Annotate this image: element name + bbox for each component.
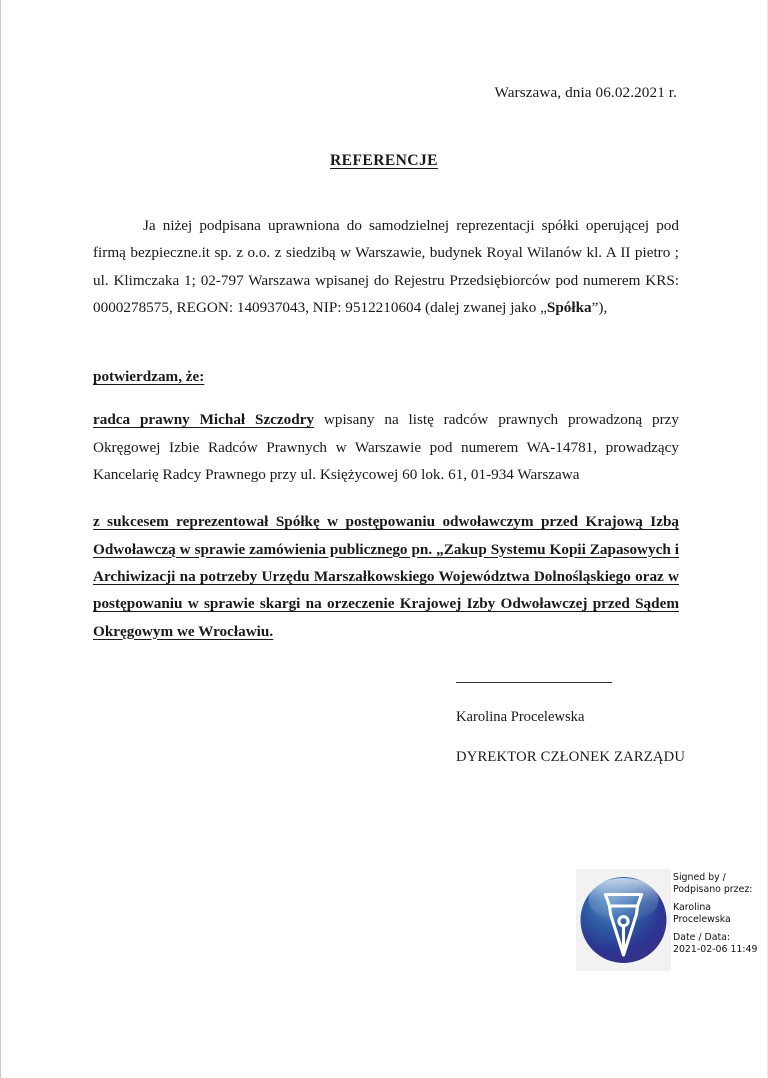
signed-by-group	[673, 872, 768, 895]
digital-signature-details	[673, 872, 768, 956]
signature-rule	[456, 682, 612, 683]
signed-by-label-2: Podpisano przez:	[673, 883, 753, 895]
signatory-role: DYREKTOR CZŁONEK ZARZĄDU	[456, 749, 686, 765]
page-title-text: REFERENCJE	[330, 152, 438, 169]
signature-block	[456, 682, 716, 769]
paragraph-company-text: Ja niżej podpisana uprawniona do samodzielnej reprezentacji spółki operującej pod firmą bezpiecznе.it sp. z o.o. z siedzibą w Warszawie, budynek Royal Wilanów kl. A II pietro ; ul. Klimczaka 1; 02-797 Warszawa wpisanej do Rejestru Przedsiębiorców pod numerem KRS: 0000278575, REGON: 140937043, NIP: 9512210604 (dalej zwanej jako	[93, 217, 679, 316]
quote-open: „	[540, 298, 547, 316]
paragraph-case-description: z sukcesem reprezentował Spółkę w postępowaniu odwoławczym przed Krajową Izbą Odwoławczą w sprawie zamówienia publicznego pn. „Zakup Systemu Kopii Zapasowych i Archiwizacji na potrzeby Urzędu Marszałkowskiego Województwa Dolnośląskiego oraz w postępowaniu w sprawie skargi na orzeczenie Krajowej Izby Odwoławczej przed Sądem Okręgowym we Wrocławiu.	[93, 513, 679, 640]
paragraph-company-tail: ),	[598, 298, 608, 316]
signer-name-line-2: Procelewska	[673, 913, 731, 925]
digital-signature-stamp	[576, 869, 768, 975]
lawyer-name: radca prawny Michał Szczodry	[93, 411, 315, 429]
signature-date-value: 2021-02-06 11:49	[673, 943, 758, 955]
signature-date-group	[673, 932, 768, 955]
confirmation-line-text: potwierdzam, że:	[93, 368, 205, 386]
signed-by-label-1: Signed by /	[673, 872, 726, 883]
paragraph-company-details	[93, 212, 679, 321]
spacer	[93, 488, 679, 508]
quote-close: ”	[591, 298, 599, 316]
paragraph-lawyer	[93, 406, 679, 488]
document-body	[93, 212, 679, 645]
signatory-name: Karolina Procelewska	[456, 709, 585, 725]
spacer	[93, 321, 679, 363]
spacer	[93, 390, 679, 406]
date-line: Warszawa, dnia 06.02.2021 r.	[494, 84, 677, 101]
signer-name-group	[673, 902, 768, 925]
confirmation-line	[93, 363, 679, 390]
signer-name-line-1: Karolina	[673, 902, 712, 914]
lawyer-details: wpisany na listę radców prawnych prowadzoną przy Okręgowej Izbie Radców Prawnych w Warszawie pod numerem WA-14781, prowadzący Kancelarię Radcy Prawnego przy ul. Księżycowej 60 lok. 61, 01-934 Warszawa	[93, 411, 679, 484]
fountain-pen-nib-icon	[576, 869, 671, 971]
signature-date-label: Date / Data:	[673, 932, 731, 944]
company-short-name: Spółka	[546, 298, 592, 316]
page-title	[1, 152, 767, 170]
